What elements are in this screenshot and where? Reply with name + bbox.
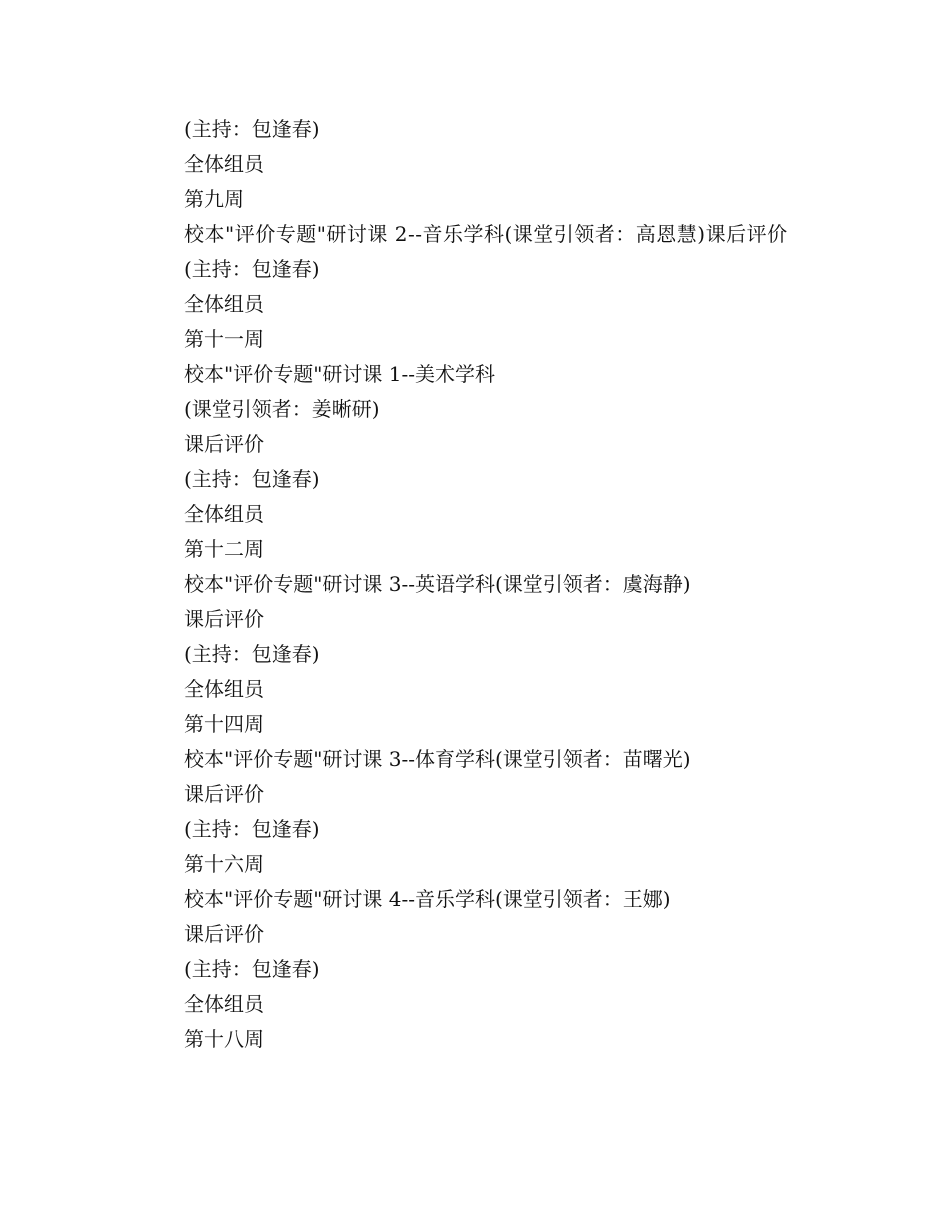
week-heading: 第十八周: [184, 1027, 264, 1051]
document-body: [142, 112, 822, 1057]
lesson-leader-line: (课堂引领者：姜晰研): [184, 397, 380, 421]
participants-line: 全体组员: [184, 502, 264, 526]
participants-line: 全体组员: [184, 152, 264, 176]
host-line: (主持：包逢春): [184, 957, 320, 981]
host-line: (主持：包逢春): [184, 642, 320, 666]
lesson-line: 校本"评价专题"研讨课 1--美术学科: [184, 362, 495, 386]
week-heading: 第十一周: [184, 327, 264, 351]
evaluation-line: 课后评价: [184, 432, 264, 456]
week-heading: 第十二周: [184, 537, 264, 561]
week-heading: 第十六周: [184, 852, 264, 876]
participants-line: 全体组员: [184, 677, 264, 701]
week-heading: 第九周: [184, 187, 244, 211]
evaluation-line: 课后评价: [184, 607, 264, 631]
host-line: (主持：包逢春): [184, 817, 320, 841]
lesson-line: 校本"评价专题"研讨课 2--音乐学科(课堂引领者：高恩慧)课后评价: [184, 222, 788, 246]
participants-line: 全体组员: [184, 992, 264, 1016]
lesson-line: 校本"评价专题"研讨课 4--音乐学科(课堂引领者：王娜): [184, 887, 671, 911]
lesson-line: 校本"评价专题"研讨课 3--体育学科(课堂引领者：苗曙光): [184, 747, 691, 771]
week-heading: 第十四周: [184, 712, 264, 736]
host-line: (主持：包逢春): [184, 117, 320, 141]
lesson-line: 校本"评价专题"研讨课 3--英语学科(课堂引领者：虞海静): [184, 572, 691, 596]
evaluation-line: 课后评价: [184, 922, 264, 946]
evaluation-line: 课后评价: [184, 782, 264, 806]
host-line: (主持：包逢春): [184, 257, 320, 281]
host-line: (主持：包逢春): [184, 467, 320, 491]
participants-line: 全体组员: [184, 292, 264, 316]
